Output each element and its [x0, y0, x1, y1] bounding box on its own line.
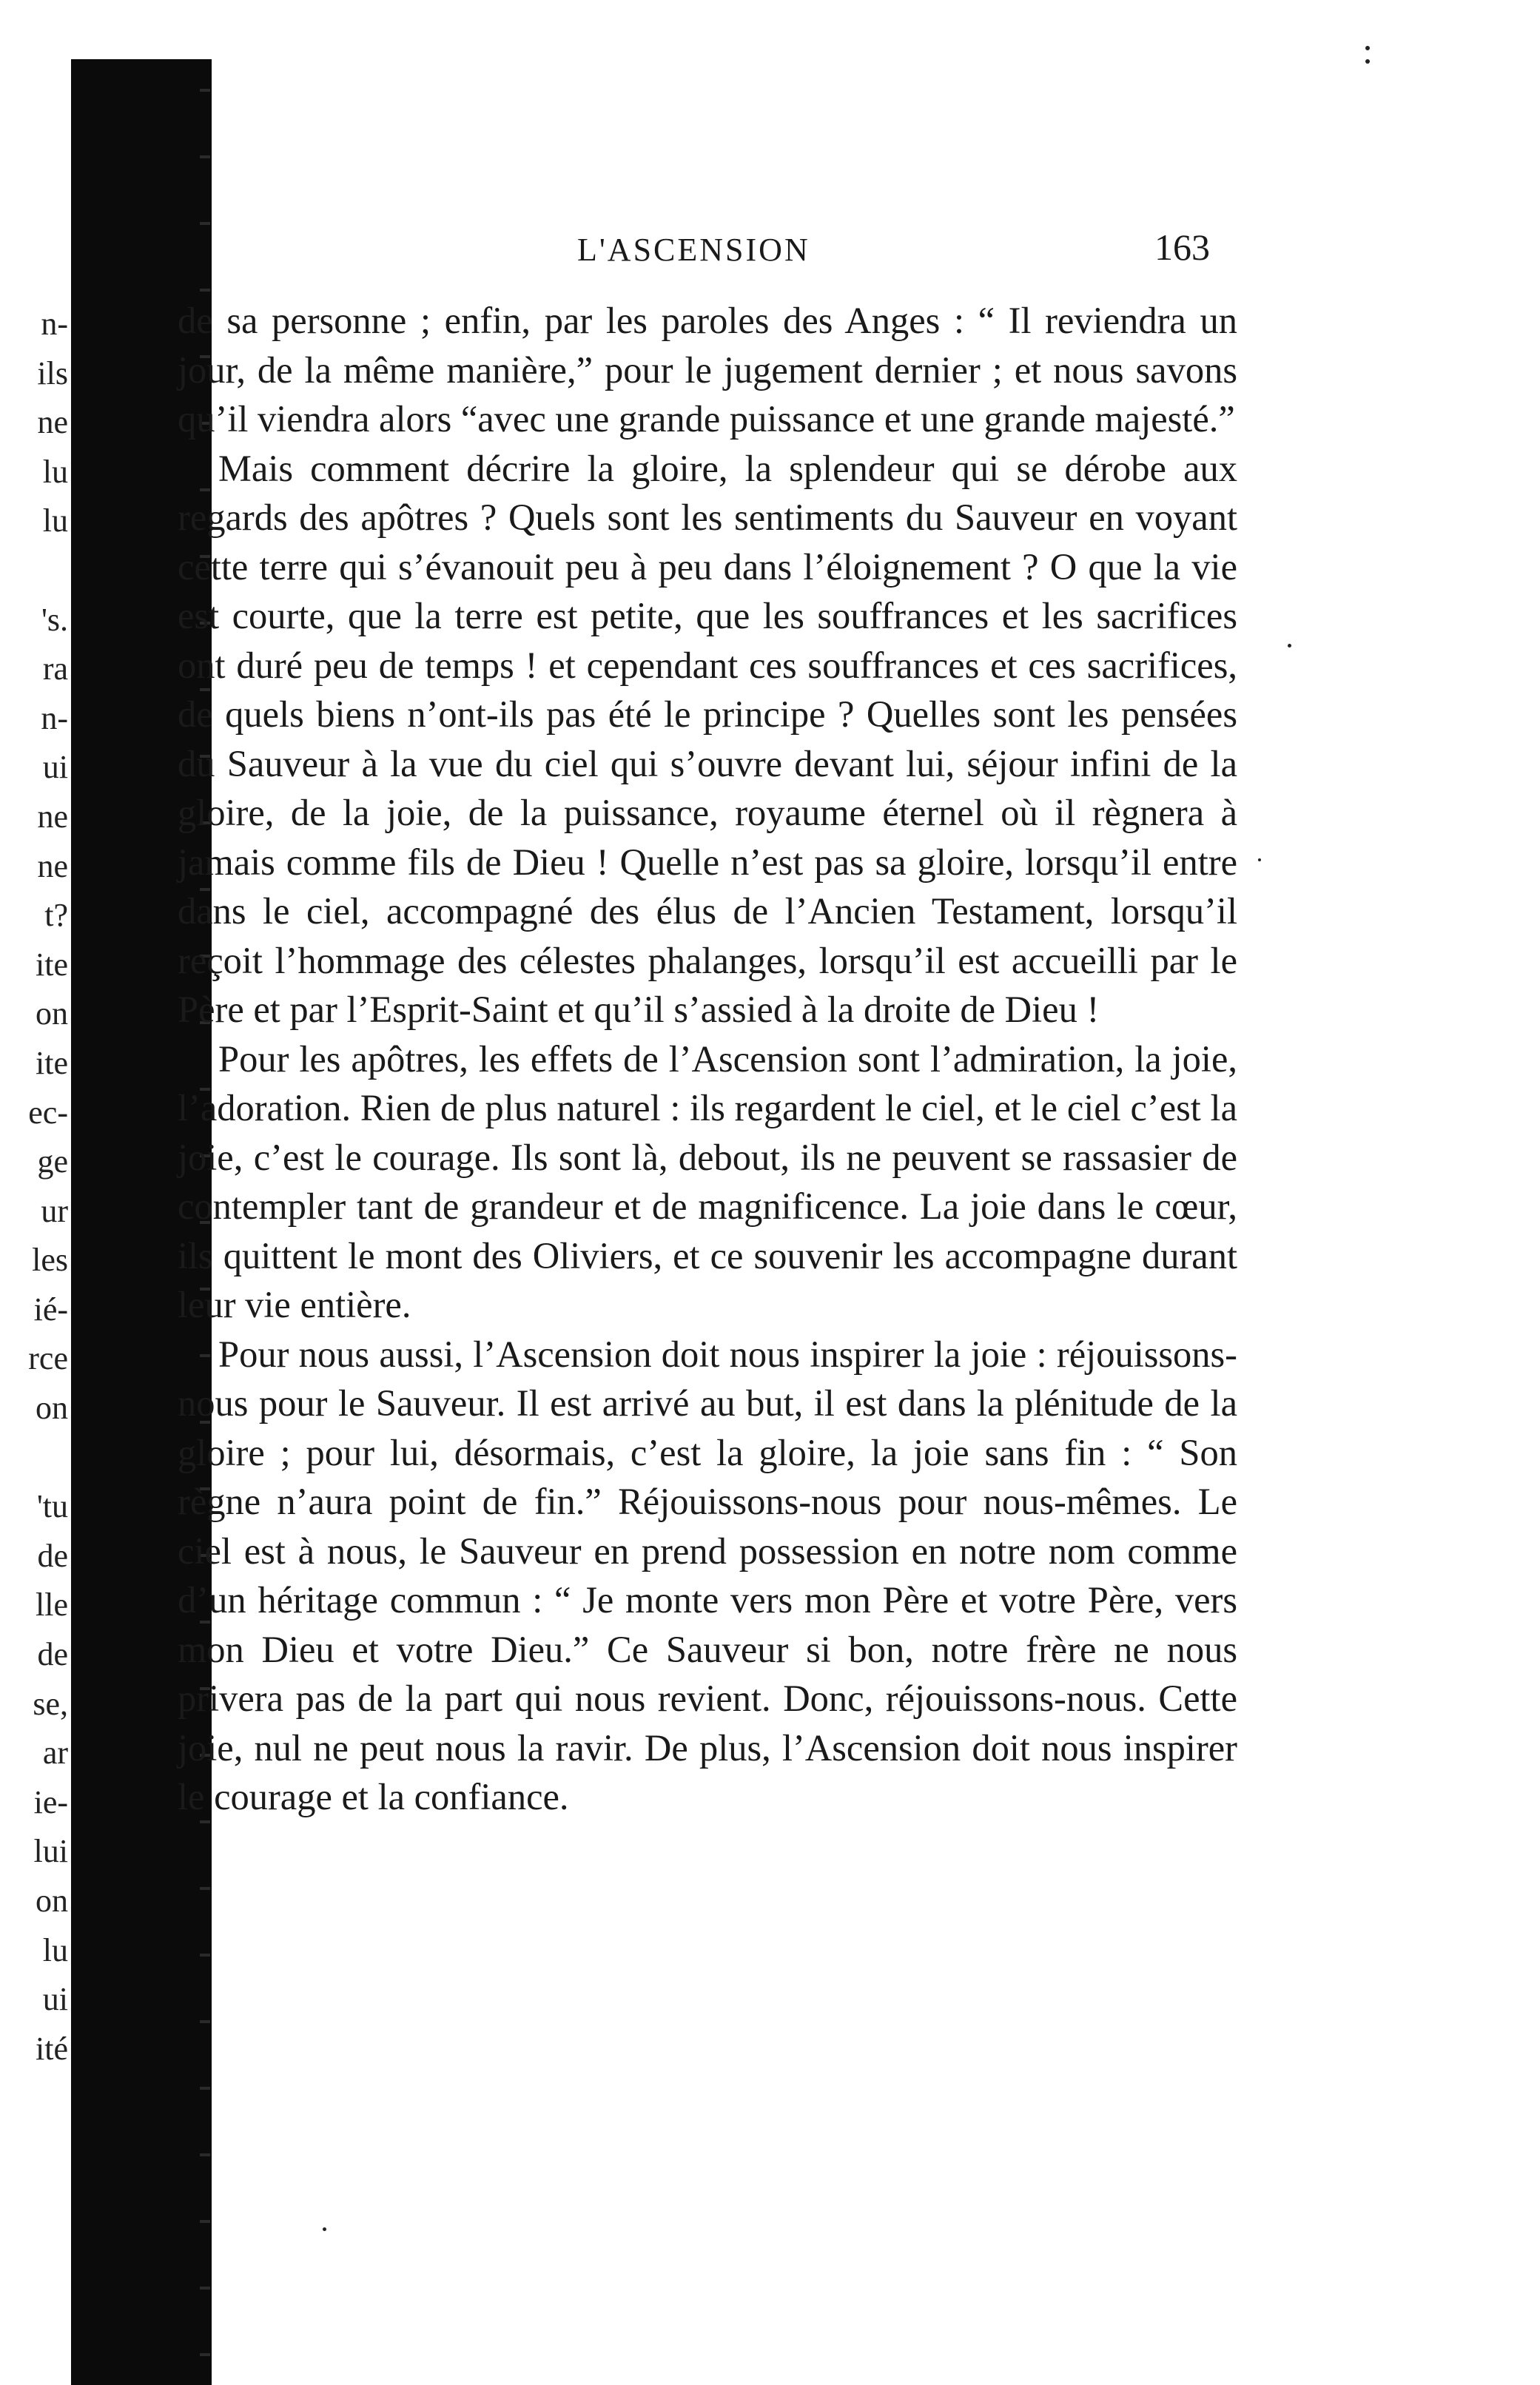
margin-fragment: on: [36, 1390, 68, 1427]
page-number: 163: [1154, 226, 1210, 268]
margin-fragment: 's.: [41, 601, 68, 638]
running-head: L'ASCENSION: [577, 232, 810, 268]
margin-fragment: ne: [37, 847, 68, 884]
margin-fragment: lui: [33, 1833, 68, 1870]
margin-fragment: [6, 1433, 71, 1483]
facing-page-fragments: [6, 300, 71, 2073]
margin-fragment: ui: [42, 1981, 68, 2018]
margin-fragment: n-: [41, 306, 68, 342]
margin-fragment: se,: [33, 1685, 68, 1722]
margin-fragment: ar: [42, 1735, 68, 1772]
margin-fragment: de: [37, 1537, 68, 1574]
margin-fragment: lu: [42, 453, 68, 490]
ink-speck: [323, 2227, 326, 2231]
margin-fragment: ite: [36, 946, 68, 983]
margin-fragment: ne: [37, 404, 68, 441]
ink-speck: [1365, 59, 1370, 64]
margin-fragment: ite: [36, 1044, 68, 1081]
margin-fragment: ec-: [28, 1094, 68, 1131]
margin-fragment: n-: [41, 699, 68, 736]
margin-fragment: rce: [28, 1340, 68, 1377]
ink-speck: [1288, 644, 1291, 647]
margin-fragment: lle: [36, 1587, 68, 1624]
margin-fragment: ité: [36, 2030, 68, 2067]
margin-fragment: ie-: [33, 1783, 68, 1820]
margin-fragment: t?: [44, 897, 68, 934]
margin-fragment: ur: [41, 1192, 68, 1229]
paragraph: Mais comment décrire la gloire, la splendeur qui se dérobe aux regards des apôtres ? Quels sont les sentiments du Sauveur en voyant cette terre qui s’évanouit peu à peu dans l’éloignement ? O que la vie est courte, que la terre est petite, que les souffrances et les sacrifices ont duré peu de temps ! et cependant ces souffrances et ces sacrifices, de quels biens n’ont-ils pas été le principe ? Quelles sont les pensées du Sauveur à la vue du ciel qui s’ouvre devant lui, séjour infini de la gloire, de la joie, de la puissance, royaume éternel où il règnera à jamais comme fils de Dieu ! Quelle n’est pas sa gloire, lorsqu’il entre dans le ciel, accompagné des élus de l’Ancien Testament, lorsqu’il reçoit l’hommage des célestes phalanges, lorsqu’il est accueilli par le Père et par l’Esprit-Saint et qu’il s’assied à la droite de Dieu !: [178, 447, 1237, 1030]
margin-fragment: [6, 546, 71, 596]
margin-fragment: les: [32, 1242, 68, 1279]
margin-fragment: ils: [37, 354, 68, 391]
margin-fragment: lu: [42, 1931, 68, 1968]
margin-fragment: 'tu: [36, 1488, 68, 1525]
margin-fragment: on: [36, 1883, 68, 1919]
paragraph: de sa personne ; enfin, par les paroles des Anges : “ Il reviendra un jour, de la même manière,” pour le jugement dernier ; et nous savons qu’il viendra alors “avec une grande puissance et une grande majesté.”: [178, 300, 1237, 440]
margin-fragment: on: [36, 995, 68, 1032]
margin-fragment: ra: [42, 650, 68, 687]
margin-fragment: ne: [37, 798, 68, 835]
margin-fragment: ui: [42, 749, 68, 786]
paragraph: Pour les apôtres, les effets de l’Ascension sont l’admiration, la joie, l’adoration. Rien de plus naturel : ils regardent le ciel, et le ciel c’est la joie, c’est le courage. Ils sont là, debout, ils ne peuvent se rassasier de contempler tant de grandeur et de magnificence. La joie dans le cœur, ils quittent le mont des Oliviers, et ce souvenir les accompagne durant leur vie entière.: [178, 1037, 1237, 1325]
ink-speck: [1258, 858, 1261, 861]
ink-speck: [1365, 46, 1370, 50]
margin-fragment: ié-: [33, 1291, 68, 1328]
margin-fragment: ge: [37, 1143, 68, 1180]
body-text: [178, 296, 1237, 1822]
paragraph: Pour nous aussi, l’Ascension doit nous inspirer la joie : réjouissons-nous pour le Sauveur. Il est arrivé au but, il est dans la plénitude de la gloire ; pour lui, désormais, c’est la gloire, la joie sans fin : “ Son règne n’aura point de fin.” Réjouissons-nous pour nous-mêmes. Le ciel est à nous, le Sauveur en prend possession en notre nom comme d’un héritage commun : “ Je monte vers mon Père et votre Père, vers mon Dieu et votre Dieu.” Ce Sauveur si bon, notre frère ne nous privera pas de la part qui nous revient. Donc, réjouissons-nous. Cette joie, nul ne peut nous la ravir. De plus, l’Ascension doit nous inspirer le courage et la confiance.: [178, 1333, 1237, 1817]
margin-fragment: de: [37, 1636, 68, 1673]
margin-fragment: lu: [42, 502, 68, 539]
